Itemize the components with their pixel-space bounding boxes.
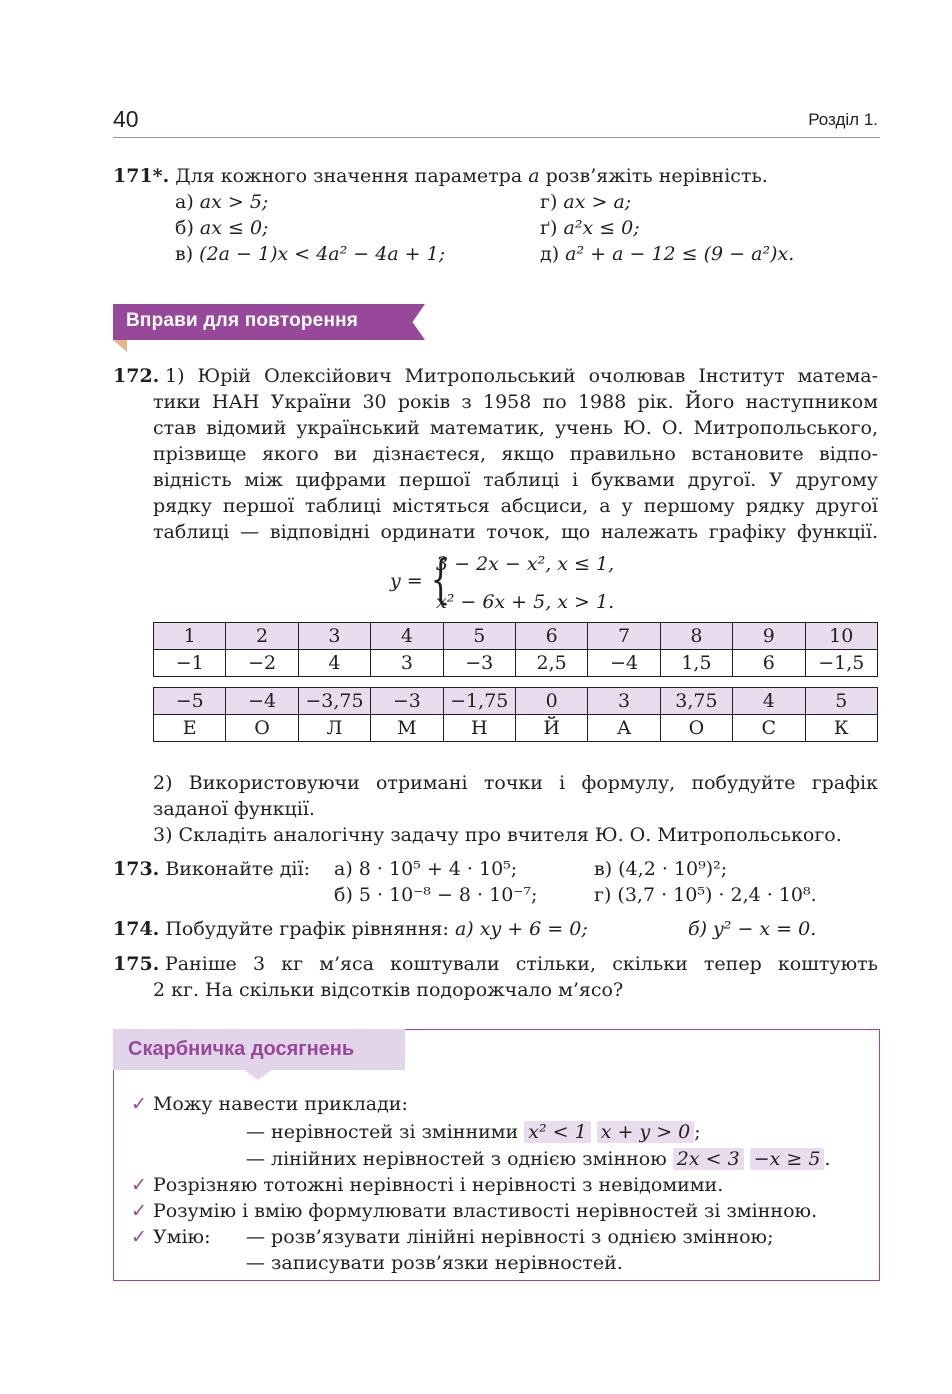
problem-174: 174. Побудуйте графік рівняння: а) xy + 6 = 0; [113, 918, 588, 940]
problem-175-line-1: Раніше 3 кг м’яса коштували стільки, скільки тепер коштують [165, 953, 878, 975]
section-banner-title: Вправи для повторення [126, 310, 359, 331]
example-highlight: 2x < 3 [673, 1148, 744, 1170]
problem-171-b: б) ax ≤ 0; [175, 217, 269, 239]
problem-171-d: д) a² + a − 12 ≤ (9 − a²)x. [540, 243, 795, 265]
example-highlight: −x ≥ 5 [750, 1148, 825, 1170]
table-row: −1 −2 4 3 −3 2,5 −4 1,5 6 −1,5 [154, 650, 878, 677]
chapter-label: Розділ 1. [808, 110, 878, 129]
problem-171-gg: ґ) a²x ≤ 0; [540, 217, 640, 239]
check-icon: ✓ [131, 1200, 147, 1222]
problem-172-body: тики НАН України 30 років з 1958 по 1988 рік. Його наступником став відомий український математик, учень Ю. О. Митропольського, прізвище якого ви дізнаєтеся, якщо правильно встановите відпо- відність між цифрами першої таблиці і буквами другої. У другому рядку першої таблиці містяться абсциси, а у першому рядку другої таблиці — відповідні ординати точок, що належать графіку функції. [153, 391, 878, 543]
problem-171-intro: 171*. Для кожного значення параметра a розв’яжіть нерівність. [113, 165, 768, 187]
problem-172-part-2: 2) Використовуючи отримані точки і формулу, побудуйте графік [153, 772, 878, 794]
problem-172-part-2-end: заданої функції. [153, 798, 315, 820]
problem-174-b: б) y² − x = 0. [688, 918, 817, 940]
check-icon: ✓ [131, 1174, 147, 1196]
points-table-1 [153, 622, 878, 677]
achievement-item-4b: — записувати розв’язки нерівностей. [246, 1252, 623, 1274]
problem-172-number: 172. [113, 365, 160, 387]
banner-corner-decoration [113, 340, 127, 352]
achievement-item-1: ✓ Можу навести приклади: [131, 1093, 408, 1115]
achievement-item-4: ✓ Умію: [131, 1226, 211, 1248]
page-number: 40 [113, 106, 139, 132]
formula-case-2: x² − 6x + 5, x > 1. [436, 591, 615, 613]
problem-171-a: а) ax > 5; [175, 191, 269, 213]
example-highlight: x² < 1 [524, 1121, 590, 1143]
problem-173-v: в) (4,2 · 10⁹)²; [594, 858, 728, 880]
table-row: 1 2 3 4 5 6 7 8 9 10 [154, 623, 878, 650]
problem-172-line-1: 1) Юрій Олексійович Митропольський очолював Інститут матема- [165, 365, 878, 387]
problem-173-intro: 173. Виконайте дії: [113, 858, 310, 880]
table-row: Е О Л М Н Й А О С К [154, 715, 878, 742]
achievements-title: Скарбничка досягнень [128, 1038, 355, 1060]
achievement-item-1a: — нерівностей зі змінними x² < 1 x + y > 0 ; [246, 1121, 701, 1143]
problem-number: 171*. [113, 165, 170, 187]
formula-case-1: 3 − 2x − x², x ≤ 1, [436, 553, 615, 575]
problem-173-a: а) 8 · 10⁵ + 4 · 10⁵; [334, 858, 518, 880]
achievement-item-4a: — розв’язувати лінійні нерівності з однією змінною; [246, 1226, 774, 1248]
problem-175-number: 175. [113, 953, 160, 975]
achievement-item-1b: — лінійних нерівностей з однією змінною 2x < 3 −x ≥ 5 . [246, 1148, 831, 1170]
header-rule [113, 137, 880, 138]
problem-173-g: г) (3,7 · 10⁵) · 2,4 · 10⁸. [594, 884, 817, 906]
problem-175-line-2: 2 кг. На скільки відсотків подорожчало м’ясо? [153, 979, 624, 1001]
table-row: −5 −4 −3,75 −3 −1,75 0 3 3,75 4 5 [154, 688, 878, 715]
achievement-item-3: ✓ Розумію і вмію формулювати властивості нерівностей зі змінною. [131, 1200, 818, 1222]
problem-173-b: б) 5 · 10⁻⁸ − 8 · 10⁻⁷; [334, 884, 538, 906]
problem-172-part-3: 3) Складіть аналогічну задачу про вчителя Ю. О. Митропольського. [153, 824, 842, 846]
example-highlight: x + y > 0 [597, 1121, 695, 1143]
check-icon: ✓ [131, 1226, 147, 1248]
check-icon: ✓ [131, 1093, 147, 1115]
problem-171-g: г) ax > a; [540, 191, 632, 213]
formula-lhs: y = [390, 570, 423, 592]
formula-brace: { [430, 550, 451, 610]
problem-171-v: в) (2a − 1)x < 4a² − 4a + 1; [175, 243, 446, 265]
points-table-2 [153, 687, 878, 742]
achievement-item-2: ✓ Розрізняю тотожні нерівності і нерівності з невідомими. [131, 1174, 724, 1196]
